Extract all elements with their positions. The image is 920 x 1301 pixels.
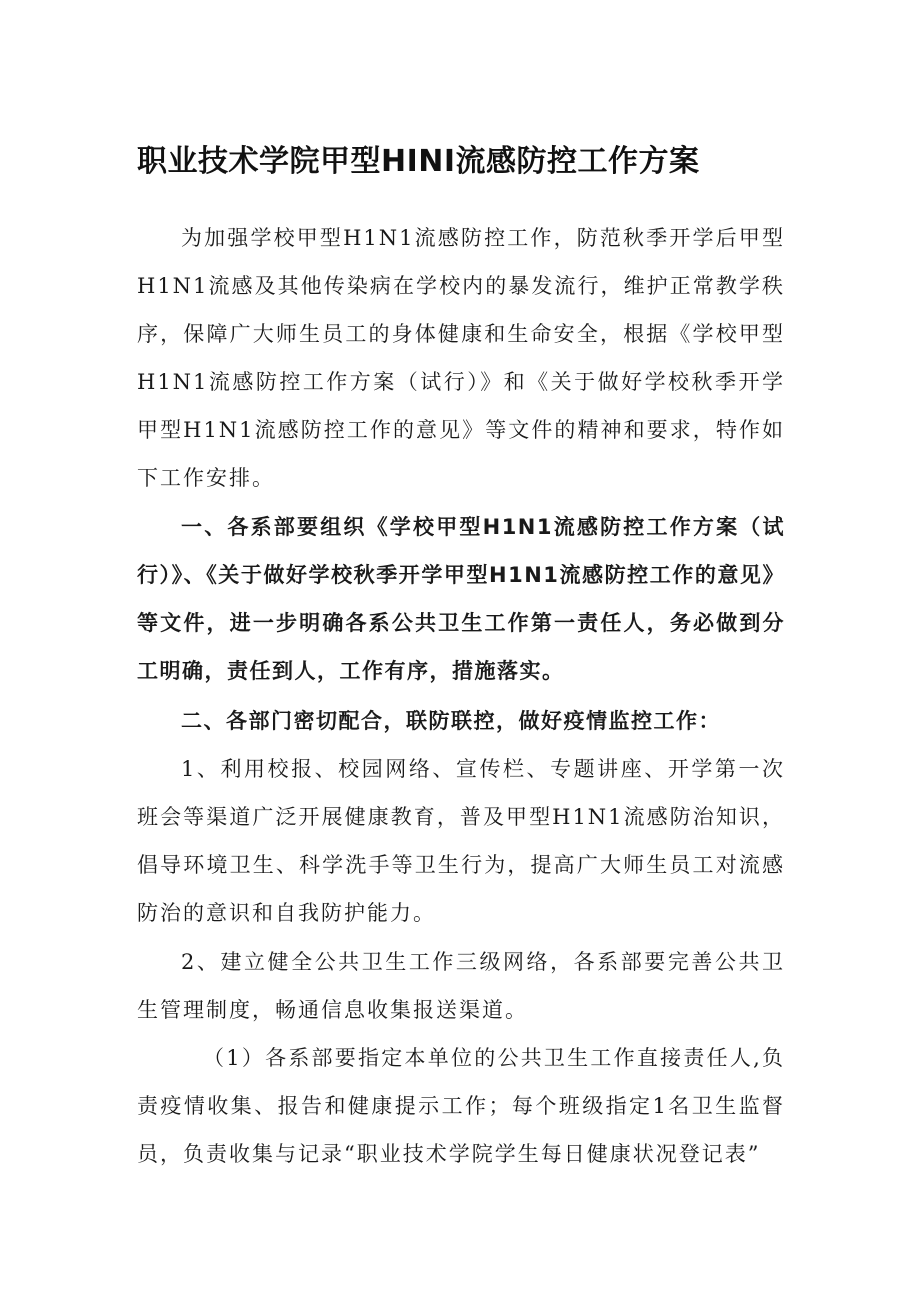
section-two-heading: 二、各部门密切配合，联防联控，做好疫情监控工作： <box>181 709 721 733</box>
sub-item-one-paragraph: （1）各系部要指定本单位的公共卫生工作直接责任人,负责疫情收集、报告和健康提示工作；每个班级指定1名卫生监督员，负责收集与记录“职业技术学院学生每日健康状况登记表” <box>137 1046 785 1166</box>
document-title: 职业技术学院甲型HINI流感防控工作方案 <box>137 144 700 179</box>
item-two-paragraph: 2、建立健全公共卫生工作三级网络，各系部要完善公共卫生管理制度，畅通信息收集报送渠道。 <box>137 950 785 1022</box>
item-one-paragraph: 1、利用校报、校园网络、宣传栏、专题讲座、开学第一次班会等渠道广泛开展健康教育，普及甲型H1N1流感防治知识，倡导环境卫生、科学洗手等卫生行为，提高广大师生员工对流感防治的意识和自我防护能力。 <box>137 757 785 925</box>
intro-paragraph: 为加强学校甲型H1N1流感防控工作，防范秋季开学后甲型H1N1流感及其他传染病在学校内的暴发流行，维护正常教学秩序，保障广大师生员工的身体健康和生命安全，根据《学校甲型H1N1流感防控工作方案（试行）》和《关于做好学校秋季开学甲型H1N1流感防控工作的意见》等文件的精神和要求，特作如下工作安排。 <box>137 226 785 490</box>
section-one-paragraph: 一、各系部要组织《学校甲型H1N1流感防控工作方案（试行）》、《关于做好学校秋季开学甲型H1N1流感防控工作的意见》等文件，进一步明确各系公共卫生工作第一责任人，务必做到分工明确，责任到人，工作有序，措施落实。 <box>137 515 785 683</box>
